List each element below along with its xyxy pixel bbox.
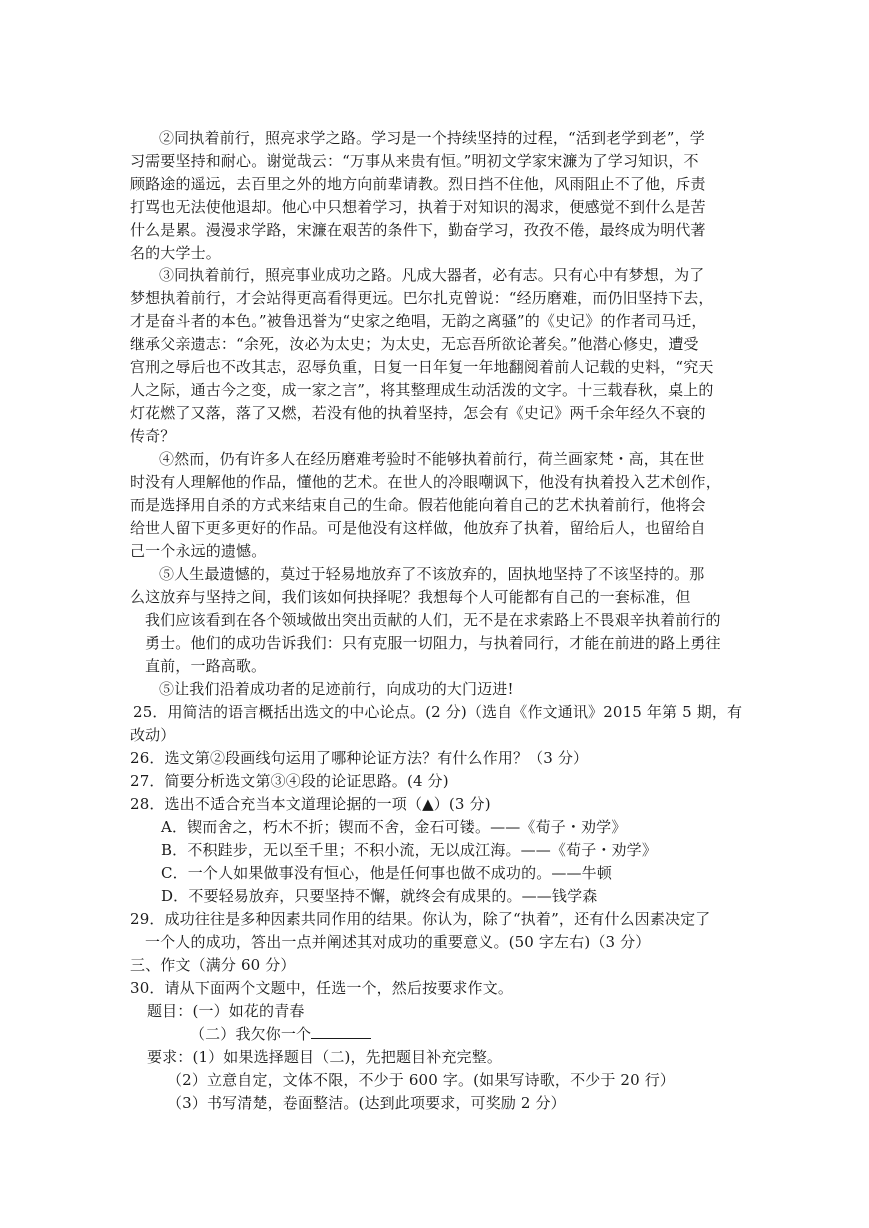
text-line: ④然而，仍有许多人在经历磨难考验时不能够执着前行，荷兰画家梵・高，其在世	[159, 450, 705, 468]
text-line: 才是奋斗者的本色。”被鲁迅誉为“史家之绝唱，无韵之离骚”的《史记》的作者司马迁，	[130, 312, 707, 330]
question-30: 30．请从下面两个文题中，任选一个，然后按要求作文。	[130, 979, 513, 997]
option-d: D．不要轻易放弃，只要坚持不懈，就终会有成果的。——钱学森	[161, 887, 598, 905]
question-28: 28．选出不适合充当本文道理论据的一项（▲）(3 分)	[130, 795, 491, 813]
requirement-2: （2）立意自定，文体不限，不少于 600 字。(如果写诗歌，不少于 20 行）	[167, 1071, 676, 1089]
text-line: 给世人留下更多更好的作品。可是他没有这样做，他放弃了执着，留给后人，也留给自	[130, 519, 706, 537]
text-line: 人之际，通古今之变，成一家之言”，将其整理成生动活泼的文字。十三载春秋，桌上的	[130, 381, 714, 399]
text-line: 宫刑之辱后也不改其志，忍辱负重，日复一日年复一年地翻阅着前人记载的史料，“究天	[130, 358, 714, 376]
text-line: 什么是累。漫漫求学路，宋濂在艰苦的条件下，勤奋学习，孜孜不倦，最终成为明代著	[130, 221, 706, 239]
text-line: 继承父亲遗志：“余死，汝必为太史；为太史，无忘吾所欲论著矣。”他潜心修史，遭受	[130, 335, 699, 353]
text-line: 直前，一路高歌。	[145, 657, 267, 675]
text-line: 打骂也无法使他退却。他心中只想着学习，执着于对知识的渴求，便感觉不到什么是苦	[130, 198, 706, 216]
text-line: 一个人的成功，答出一点并阐述其对成功的重要意义。(50 字左右)（3 分）	[145, 933, 651, 951]
text-line: 改动）	[130, 726, 176, 744]
requirement-1: 要求：(1）如果选择题目（二)，先把题目补充完整。	[147, 1048, 502, 1066]
question-25: 25．用简洁的语言概括出选文的中心论点。(2 分)（选自《作文通讯》2015 年第 5 期，有	[133, 703, 743, 721]
text-line: ⑤人生最遗憾的，莫过于轻易地放弃了不该放弃的，固执地坚持了不该坚持的。那	[159, 565, 705, 583]
text-line: ②同执着前行，照亮求学之路。学习是一个持续坚持的过程，“活到老学到老”，学	[159, 129, 705, 147]
text-line: 名的大学士。	[130, 244, 221, 262]
essay-topic-2	[190, 1023, 371, 1045]
text-line: ⑤让我们沿着成功者的足迹前行，向成功的大门迈进!	[159, 680, 514, 698]
option-b: B．不积跬步，无以至千里；不积小流，无以成江海。——《荀子・劝学》	[161, 841, 657, 859]
section-heading: 三、作文（满分 60 分）	[130, 956, 296, 974]
text-line: 而是选择用自杀的方式来结束自己的生命。假若他能向着自己的艺术执着前行，他将会	[130, 496, 706, 514]
text-line: 己一个永远的遗憾。	[130, 542, 267, 560]
text-line: 传奇？	[130, 427, 176, 445]
text-line: 时没有人理解他的作品，懂他的艺术。在世人的冷眼嘲讽下，他没有执着投入艺术创作，	[130, 473, 721, 491]
text-line: 么这放弃与坚持之间，我们该如何抉择呢？我想每个人可能都有自己的一套标准，但	[130, 588, 691, 606]
text-line: 我们应该看到在各个领域做出突出贡献的人们，无不是在求索路上不畏艰辛执着前行的	[145, 611, 721, 629]
text-line: 梦想执着前行，才会站得更高看得更远。巴尔扎克曾说：“经历磨难，而仍旧坚持下去，	[130, 289, 714, 307]
essay-topic-1: 题目：(一）如花的青春	[147, 1002, 305, 1020]
question-29: 29．成功往往是多种因素共同作用的结果。你认为，除了“执着”，还有什么因素决定了	[130, 910, 711, 928]
fill-in-blank-line	[311, 1024, 371, 1039]
requirement-3: （3）书写清楚，卷面整洁。(达到此项要求，可奖励 2 分）	[167, 1094, 566, 1112]
text-line: ③同执着前行，照亮事业成功之路。凡成大器者，必有志。只有心中有梦想，为了	[159, 266, 705, 284]
question-26: 26．选文第②段画线句运用了哪种论证方法？有什么作用？（3 分）	[130, 749, 589, 767]
question-27: 27．简要分析选文第③④段的论证思路。(4 分)	[130, 772, 449, 790]
text-line: 灯花燃了又落，落了又燃，若没有他的执着坚持，怎会有《史记》两千余年经久不衰的	[130, 404, 706, 422]
text-line: 习需要坚持和耐心。谢觉哉云：“万事从来贵有恒。”明初文学家宋濂为了学习知识，不	[130, 152, 699, 170]
essay-topic-2-text: （二）我欠你一个	[190, 1025, 312, 1043]
text-line: 顾路途的遥远，去百里之外的地方向前辈请教。烈日挡不住他，风雨阻止不了他，斥责	[130, 175, 706, 193]
option-a: A．锲而舍之，朽木不折；锲而不舍，金石可镂。——《荀子・劝学》	[161, 818, 627, 836]
text-line: 勇士。他们的成功告诉我们：只有克服一切阻力，与执着同行，才能在前进的路上勇往	[145, 634, 721, 652]
option-c: C．一个人如果做事没有恒心，他是任何事也做不成功的。——牛顿	[161, 864, 612, 882]
